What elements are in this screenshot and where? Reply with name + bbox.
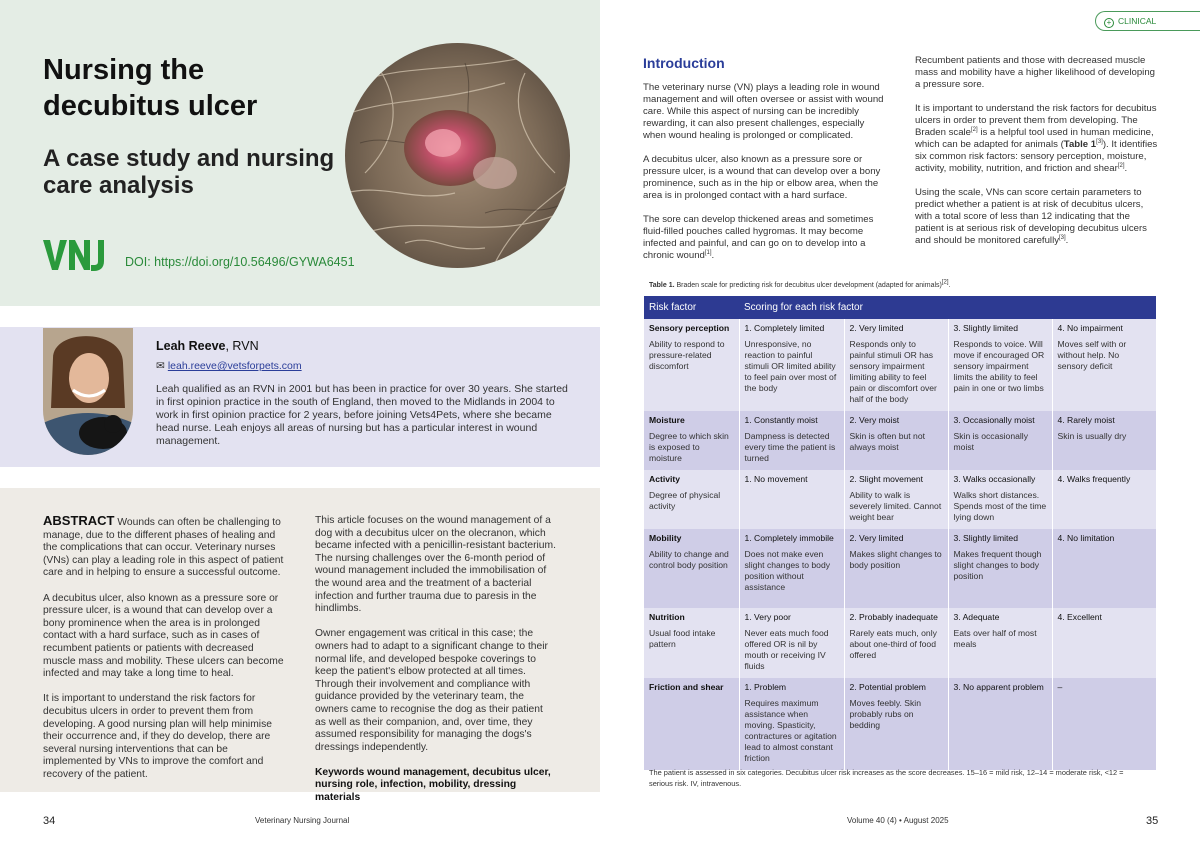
risk-factor-name: Activity bbox=[649, 474, 681, 484]
score-level: 4. Excellent bbox=[1057, 612, 1102, 622]
score-cell bbox=[948, 470, 1052, 529]
score-description: Moves feebly. Skin probably rubs on bedding bbox=[849, 698, 921, 730]
risk-factor-name: Moisture bbox=[649, 415, 685, 425]
score-cell bbox=[844, 678, 948, 770]
score-description: Responds to voice. Will move if encouraged OR sensory impairment limits the ability to feel pain in one or two limbs bbox=[953, 339, 1045, 393]
score-cell bbox=[739, 678, 844, 770]
score-cell bbox=[1052, 529, 1156, 608]
score-cell bbox=[948, 529, 1052, 608]
abstract-column-2 bbox=[315, 515, 556, 817]
score-cell bbox=[948, 678, 1052, 770]
table-row bbox=[644, 529, 1156, 608]
score-level: 2. Probably inadequate bbox=[849, 612, 938, 622]
score-level: 3. Adequate bbox=[953, 612, 1000, 622]
score-description: Responds only to painful stimuli OR has sensory impairment limiting ability to feel pain or discomfort over half of the body bbox=[849, 339, 937, 404]
score-description: Does not make even slight changes to body position without assistance bbox=[744, 549, 831, 592]
intro-column-1: The veterinary nurse (VN) plays a leading role in wound management and will often oversee or assist with wound care. While this aspect of nursing can be incredibly rewarding, it can also present challenges, especially when wound healing is prolonged or complicated. A decubitus ulcer, also known as a pressure sore or pressure ulcer, is a wound that can develop over a bony prominence, such as in the hip or elbow area, when the area is in prolonged contact with a hard surface. The sore can develop thickened areas and sometimes fluid-filled pouches called hygromas. It may become infected and painful, and can go on to develop into a chronic wound[1]. bbox=[643, 82, 884, 261]
score-cell bbox=[739, 608, 844, 678]
keywords: Keywords wound management, decubitus ulcer, nursing role, infection, mobility, dressing materials bbox=[315, 766, 551, 804]
risk-factor-cell bbox=[644, 470, 739, 529]
score-level: 4. No impairment bbox=[1057, 323, 1123, 333]
score-cell bbox=[739, 529, 844, 608]
article-subtitle: A case study and nursing care analysis bbox=[43, 145, 335, 199]
score-level: 2. Very moist bbox=[849, 415, 900, 425]
score-level: 1. Constantly moist bbox=[744, 415, 818, 425]
score-cell bbox=[948, 411, 1052, 470]
score-level: 3. No apparent problem bbox=[953, 682, 1044, 692]
column-header: Scoring for each risk factor bbox=[739, 296, 1156, 319]
score-level: 1. Completely immobile bbox=[744, 533, 834, 543]
score-cell bbox=[739, 319, 844, 411]
score-level: 4. No limitation bbox=[1057, 533, 1115, 543]
score-description: Skin is occasionally moist bbox=[953, 431, 1029, 452]
score-level: 2. Very limited bbox=[849, 533, 904, 543]
table-row bbox=[644, 411, 1156, 470]
score-level: 1. Very poor bbox=[744, 612, 791, 622]
column-header: Risk factor bbox=[644, 296, 739, 319]
section-tag: + CLINICAL bbox=[1095, 11, 1200, 31]
page-number-right: 35 bbox=[1146, 815, 1159, 827]
score-level: 3. Slightly limited bbox=[953, 323, 1018, 333]
score-cell bbox=[844, 411, 948, 470]
score-level: 4. Rarely moist bbox=[1057, 415, 1115, 425]
author-bio: Leah qualified as an RVN in 2001 but has been in practice for over 30 years. She started in first opinion practice in the south of England, then moved to the Midlands in 2004 to work in first opinion practice for 2 years, before joining Vets4Pets, where she became head nurse. Leah enjoys all areas of nursing but has a particular interest in wound management. bbox=[156, 383, 568, 447]
score-cell bbox=[844, 319, 948, 411]
abstract-paragraph: It is important to understand the risk factors for decubitus ulcers in order to prevent them from developing. A good nursing plan will help minimise their occurrence and, if they do develop, there are several nursing interventions that can be implemented by VNs to improve the comfort and recovery of the patient. bbox=[43, 693, 272, 780]
score-cell bbox=[948, 319, 1052, 411]
score-level: 1. Problem bbox=[744, 682, 787, 692]
score-description: Walks short distances. Spends most of the time lying down bbox=[953, 490, 1047, 522]
risk-factor-description: Ability to respond to pressure-related discomfort bbox=[649, 339, 725, 371]
table-row bbox=[644, 470, 1156, 529]
risk-factor-description: Degree to which skin is exposed to moisture bbox=[649, 431, 729, 463]
table-header-row bbox=[644, 296, 1156, 319]
intro-column-2: Recumbent patients and those with decreased muscle mass and mobility have a higher likelihood of developing a pressure sore. It is important to understand the risk factors for decubitus ulcers in order to prevent them from developing. The Braden scale[2] is a helpful tool used in human medicine, which can be adapted for animals (Table 1[3]). It identifies six common risk factors: sensory perception, moisture, activity, mobility, nutrition, and friction and shear[2]. Using the scale, VNs can score certain parameters to predict whether a patient is at risk of decubitus ulcers, with a total score of less than 12 indicating that the patient is at serious risk of developing decubitus ulcers and should be monitored carefully[3]. bbox=[915, 55, 1158, 246]
score-description: Unresponsive, no reaction to painful stimuli OR limited ability to feel pain over most of the body bbox=[744, 339, 837, 393]
article-title: Nursing the decubitus ulcer bbox=[43, 54, 258, 122]
abstract-paragraph: This article focuses on the wound management of a dog with a decubitus ulcer on the olecranon, which became infected with a penicillin-resistant bacterium. The nursing challenges over the 6-month period of wound management included the immobilisation of the wound area and the treatment of a bacterial infection and further trauma due to paresis in the hindlimbs. bbox=[315, 515, 556, 615]
author-avatar bbox=[43, 328, 133, 455]
risk-factor-name: Friction and shear bbox=[649, 682, 724, 692]
author-email-link[interactable]: ✉ leah.reeve@vetsforpets.com bbox=[156, 360, 302, 372]
score-level: 1. Completely limited bbox=[744, 323, 825, 333]
abstract-column-1: ABSTRACT Wounds can often be challenging to manage, due to the different phases of healing and the complications that can occur. Veterinary nurses (VNs) can play a leading role in this aspect of patient care and in helping to ensure a successful outcome. A decubitus ulcer, also known as a pressure sore or pressure ulcer, is a wound that can develop over a bony prominence when the area is in prolonged contact with a hard surface, such as in cases of recumbent patients or patients with decreased muscle mass and mobility. These ulcers can become infected and may take a long time to heal. It is important to understand the risk factors for decubitus ulcers in order to prevent them from developing. A good nursing plan will help minimise their occurrence and, if they do develop, there are several nursing interventions that can be implemented by VNs to improve the comfort and recovery of the patient. bbox=[43, 513, 284, 780]
risk-factor-name: Nutrition bbox=[649, 612, 685, 622]
score-cell bbox=[948, 608, 1052, 678]
score-level: – bbox=[1057, 682, 1063, 692]
score-level: 3. Occasionally moist bbox=[953, 415, 1035, 425]
table-caption: Table 1. Braden scale for predicting risk for decubitus ulcer development (adapted for animals)[2]. bbox=[649, 279, 951, 289]
table-row bbox=[644, 678, 1156, 770]
volume-info: Volume 40 (4) • August 2025 bbox=[847, 816, 949, 825]
vnj-logo-icon bbox=[43, 238, 111, 272]
risk-factor-cell bbox=[644, 411, 739, 470]
score-cell bbox=[1052, 678, 1156, 770]
plus-icon: + bbox=[1104, 18, 1114, 28]
score-description: Ability to walk is severely limited. Cannot weight bear bbox=[849, 490, 942, 522]
score-level: 4. Walks frequently bbox=[1057, 474, 1131, 484]
score-description: Skin is often but not always moist bbox=[849, 431, 925, 452]
score-cell bbox=[844, 529, 948, 608]
wound-photo bbox=[345, 43, 570, 268]
score-description: Makes slight changes to body position bbox=[849, 549, 942, 570]
score-description: Skin is usually dry bbox=[1057, 431, 1127, 441]
score-cell bbox=[739, 411, 844, 470]
journal-name: Veterinary Nursing Journal bbox=[255, 816, 350, 825]
score-level: 1. No movement bbox=[744, 474, 808, 484]
score-cell bbox=[1052, 608, 1156, 678]
risk-factor-cell bbox=[644, 608, 739, 678]
risk-factor-description: Ability to change and control body position bbox=[649, 549, 729, 570]
score-description: Eats over half of most meals bbox=[953, 628, 1037, 649]
risk-factor-description: Usual food intake pattern bbox=[649, 628, 716, 649]
introduction-heading: Introduction bbox=[643, 55, 725, 71]
risk-factor-cell bbox=[644, 529, 739, 608]
score-level: 3. Walks occasionally bbox=[953, 474, 1036, 484]
score-description: Makes frequent though slight changes to body position bbox=[953, 549, 1042, 581]
risk-factor-name: Sensory perception bbox=[649, 323, 730, 333]
braden-scale-table bbox=[644, 296, 1157, 770]
risk-factor-cell bbox=[644, 319, 739, 411]
score-description: Rarely eats much, only about one-third of food offered bbox=[849, 628, 937, 660]
score-description: Never eats much food offered OR is nil by mouth or receiving IV fluids bbox=[744, 628, 829, 671]
score-level: 3. Slightly limited bbox=[953, 533, 1018, 543]
score-description: Requires maximum assistance when moving. Spasticity, contractures or agitation lead to almost constant friction bbox=[744, 698, 837, 763]
doi-link[interactable]: DOI: https://doi.org/10.56496/GYWA6451 bbox=[125, 255, 355, 269]
author-name: Leah Reeve, RVN bbox=[156, 339, 259, 353]
table-row bbox=[644, 319, 1156, 411]
score-level: 2. Potential problem bbox=[849, 682, 926, 692]
score-description: Dampness is detected every time the patient is turned bbox=[744, 431, 836, 463]
risk-factor-name: Mobility bbox=[649, 533, 682, 543]
risk-factor-description: Degree of physical activity bbox=[649, 490, 721, 511]
table-row bbox=[644, 608, 1156, 678]
score-level: 2. Slight movement bbox=[849, 474, 924, 484]
score-cell bbox=[844, 470, 948, 529]
score-cell bbox=[844, 608, 948, 678]
table-footnote: The patient is assessed in six categories. Decubitus ulcer risk increases as the score decreases. 15–16 = mild risk, 12–14 = moderate risk, <12 = serious risk. IV, intravenous. bbox=[649, 768, 1124, 788]
abstract-paragraph: Owner engagement was critical in this case; the owners had to adapt to a significant change to their normal life, and developed bespoke coverings to keep the patient's elbow protected at all times. Through their involvement and compliance with guidance provided by the veterinary team, the owners came to recognise the dog as their patient as well as their companion, and, over time, they assumed responsibility for managing the dogs's dressings independently. bbox=[315, 628, 548, 753]
score-description: Moves self with or without help. No sensory deficit bbox=[1057, 339, 1127, 371]
risk-factor-cell bbox=[644, 678, 739, 770]
score-level: 2. Very limited bbox=[849, 323, 904, 333]
score-cell bbox=[739, 470, 844, 529]
mail-icon: ✉ bbox=[156, 360, 165, 372]
abstract-heading: ABSTRACT bbox=[43, 513, 115, 528]
table-reference-link[interactable]: Table 1 bbox=[1063, 139, 1097, 150]
score-cell bbox=[1052, 470, 1156, 529]
score-cell bbox=[1052, 319, 1156, 411]
page-number-left: 34 bbox=[43, 815, 56, 827]
abstract-paragraph: A decubitus ulcer, also known as a pressure sore or pressure ulcer, is a wound that can develop over a bony prominence when the area is in prolonged contact with a hard surface, such as in cases of recumbent patients or patients with decreased muscle mass and mobility. These ulcers can become infected and may take a long time to heal. bbox=[43, 592, 284, 680]
score-cell bbox=[1052, 411, 1156, 470]
